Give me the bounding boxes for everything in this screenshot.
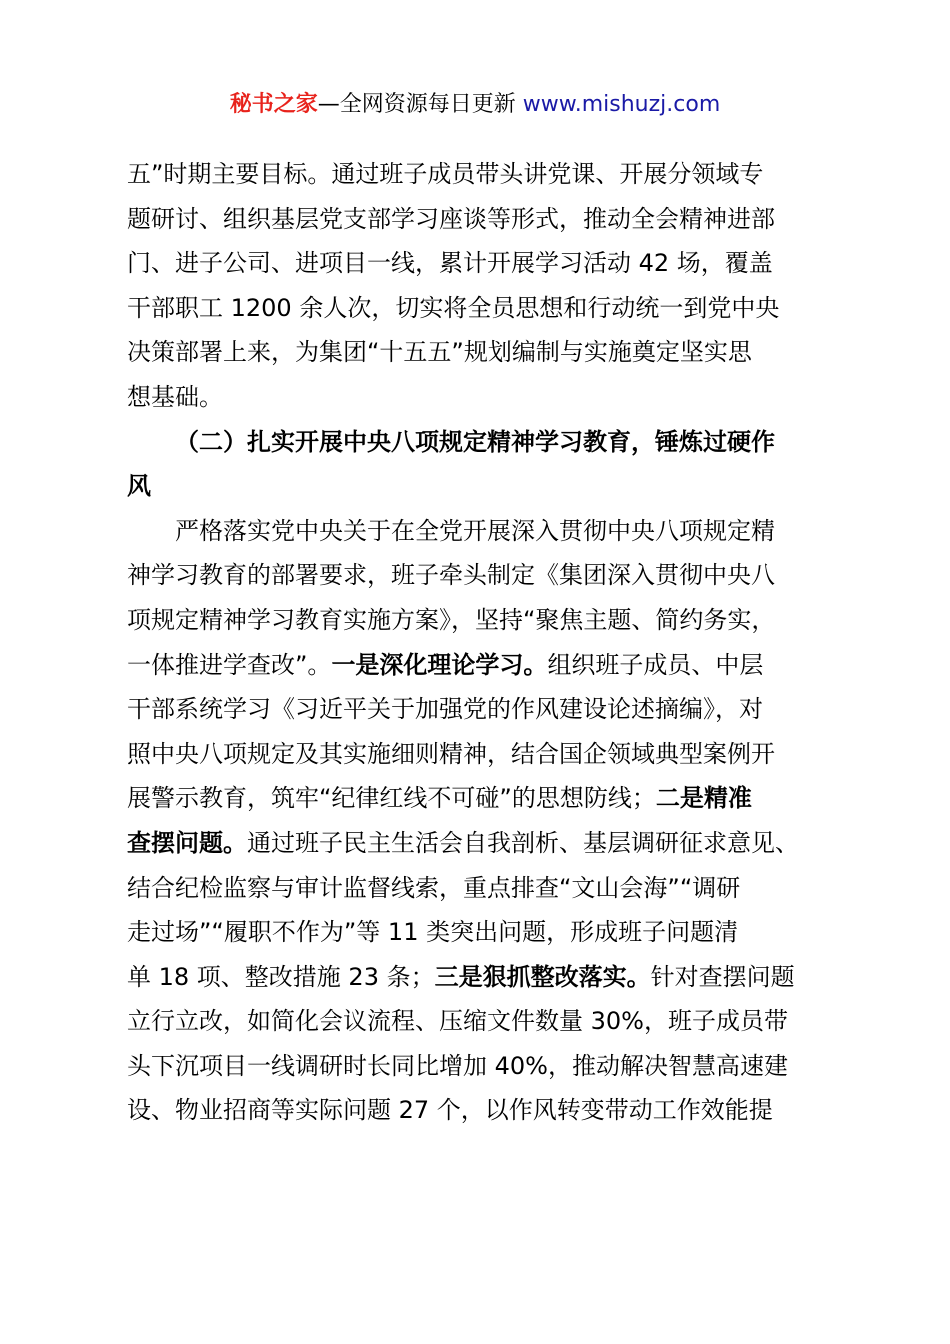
body-line: 项规定精神学习教育实施方案》，坚持“聚焦主题、简约务实， bbox=[127, 605, 776, 634]
body-line: 神学习教育的部署要求，班子牵头制定《集团深入贯彻中央八 bbox=[127, 561, 775, 590]
body-line: 立行立改，如简化会议流程、压缩文件数量 30%，班子成员带 bbox=[127, 1007, 788, 1036]
page-header bbox=[0, 88, 950, 122]
paragraph-start: 严格落实党中央关于在全党开展深入贯彻中央八项规定精 bbox=[175, 516, 775, 545]
bold-point-two-continued: 查摆问题。 bbox=[127, 828, 247, 857]
body-line: 照中央八项规定及其实施细则精神，结合国企领域典型案例开 bbox=[127, 739, 775, 768]
body-line: 走过场”“履职不作为”等 11 类突出问题，形成班子问题清 bbox=[127, 918, 739, 947]
body-line: 五”时期主要目标。通过班子成员带头讲党课、开展分领域专 bbox=[127, 160, 764, 188]
body-line: 门、进子公司、进项目一线，累计开展学习活动 42 场，覆盖 bbox=[127, 249, 773, 278]
body-line: 展警示教育，筑牢“纪律红线不可碰”的思想防线；二是精准 bbox=[127, 784, 752, 813]
body-line: 干部职工 1200 余人次，切实将全员思想和行动统一到党中央 bbox=[127, 293, 780, 322]
body-line: 干部系统学习《习近平关于加强党的作风建设论述摘编》，对 bbox=[127, 695, 763, 724]
body-line: 想基础。 bbox=[127, 382, 223, 411]
body-line: 一体推进学查改”。一是深化理论学习。组织班子成员、中层 bbox=[127, 650, 764, 679]
body-line: 头下沉项目一线调研时长同比增加 40%，推动解决智慧高速建 bbox=[127, 1051, 788, 1080]
bold-point-two: 二是精准 bbox=[655, 784, 752, 813]
body-line: 决策部署上来，为集团“十五五”规划编制与实施奠定坚实思 bbox=[127, 338, 752, 367]
section-heading-continued: 风 bbox=[127, 472, 151, 501]
body-line: 设、物业招商等实际问题 27 个，以作风转变带动工作效能提 bbox=[127, 1096, 773, 1125]
section-heading: （二）扎实开展中央八项规定精神学习教育，锤炼过硬作 bbox=[175, 427, 775, 456]
body-line: 题研讨、组织基层党支部学习座谈等形式，推动全会精神进部 bbox=[127, 204, 775, 233]
bold-point-one: 一是深化理论学习。 bbox=[331, 650, 548, 679]
site-tagline: —全网资源每日更新 bbox=[317, 92, 523, 117]
site-url[interactable]: www.mishuzj.com bbox=[522, 92, 721, 117]
document-body bbox=[127, 152, 847, 1133]
bold-point-three: 三是狠抓整改落实。 bbox=[434, 962, 651, 991]
body-line: 查摆问题。通过班子民主生活会自我剖析、基层调研征求意见、 bbox=[127, 828, 799, 857]
site-brand: 秘书之家 bbox=[229, 92, 318, 117]
body-line: 单 18 项、整改措施 23 条；三是狠抓整改落实。针对查摆问题 bbox=[127, 962, 795, 991]
body-line: 结合纪检监察与审计监督线索，重点排查“文山会海”“调研 bbox=[127, 873, 741, 902]
